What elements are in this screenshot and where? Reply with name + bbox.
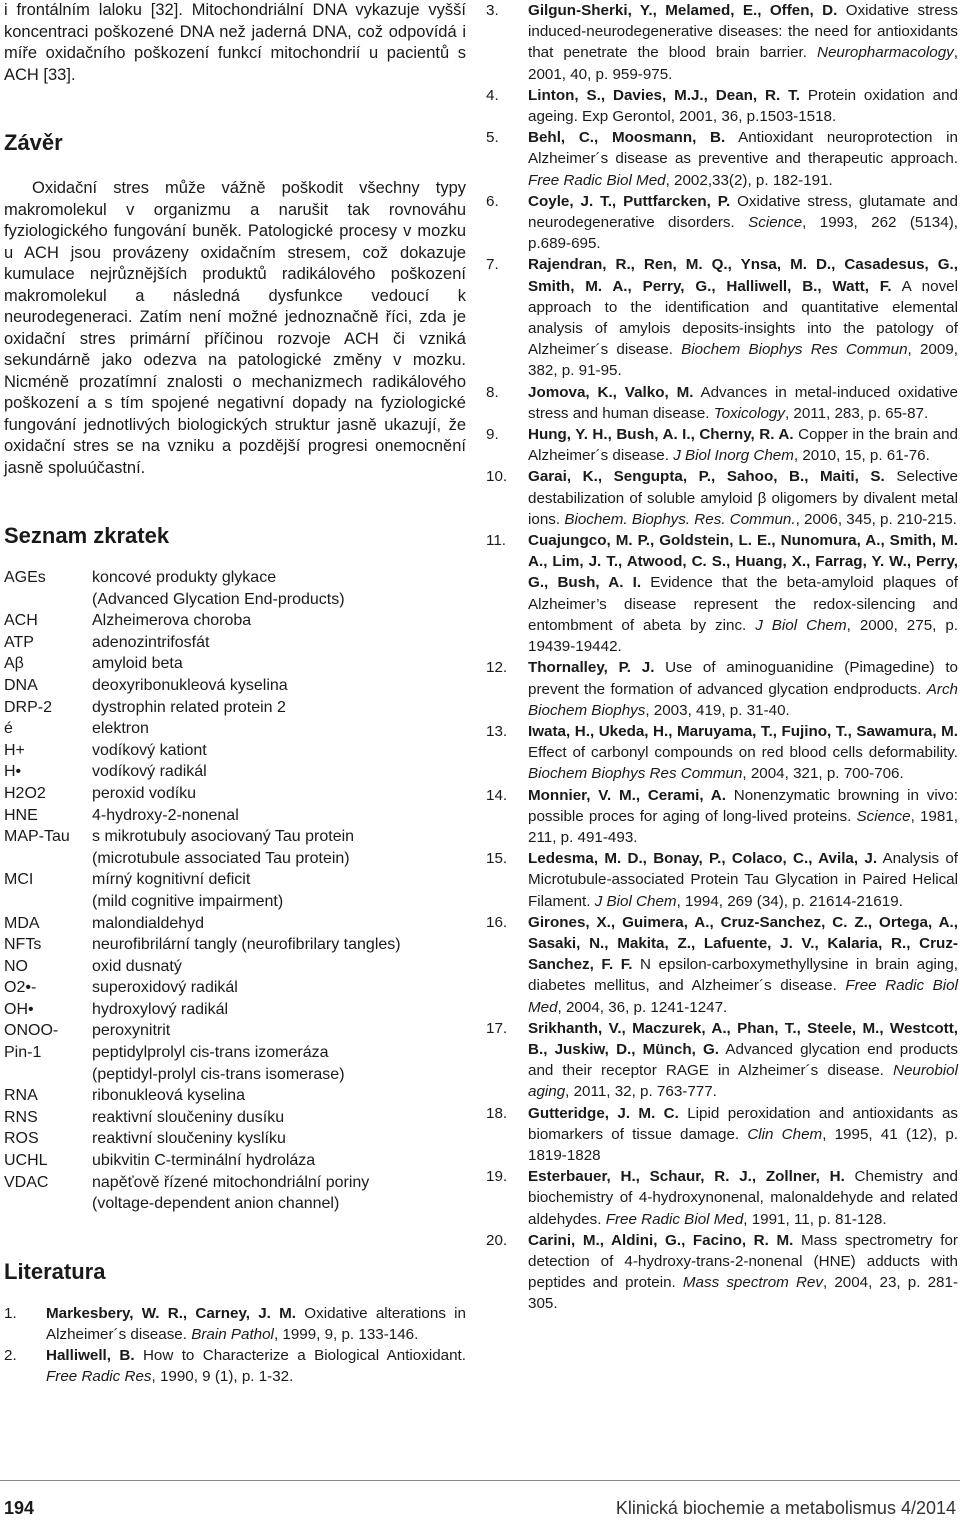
abbreviation-definition <box>92 740 401 762</box>
abbreviation-term: MCI <box>4 871 34 889</box>
reference-authors: Ledesma, M. D., Bonay, P., Colaco, C., Avila, J. <box>528 850 878 868</box>
definition-line: reaktivní sloučeniny kyslíku <box>92 1130 286 1148</box>
reference-item <box>486 254 958 381</box>
references-list-left <box>4 1303 466 1388</box>
abbreviation-row <box>4 632 401 654</box>
reference-details: , 2003, 419, p. 31-40. <box>645 701 790 719</box>
reference-authors: Garai, K., Sengupta, P., Sahoo, B., Maiti, S. <box>528 468 885 486</box>
reference-authors: Girones, X., Guimera, A., Cruz-Sanchez, C. Z., Ortega, A., Sasaki, N., Makita, Z., Lafuente, J. V., Kalaria, R., Cruz-Sanchez, F. F. <box>528 913 958 974</box>
reference-title: Oxidative stress induced-neurodegenerative diseases: the need for antioxidants that penetrate the blood brain barrier. <box>528 2 958 62</box>
reference-number: 8. <box>486 383 499 401</box>
reference-details: , 2004, 321, p. 700-706. <box>742 765 904 783</box>
reference-authors: Monnier, V. M., Cerami, A. <box>528 786 726 804</box>
abbreviation-row <box>4 1150 401 1172</box>
reference-title: Chemistry and biochemistry of 4-hydroxynonenal, malonaldehyde and related aldehydes. <box>528 1168 958 1228</box>
definition-line-2: (peptidyl-prolyl cis-trans isomerase) <box>92 1065 345 1083</box>
literature-heading: Literatura <box>4 1258 106 1284</box>
abbreviation-row <box>4 956 401 978</box>
abbreviation-term: MAP-Tau <box>4 828 70 846</box>
reference-title: Lipid peroxidation and antioxidants as biomarkers of tissue damage. <box>528 1104 958 1143</box>
abbreviation-row <box>4 1085 401 1107</box>
reference-authors: Rajendran, R., Ren, M. Q., Ynsa, M. D., Casadesus, G., Smith, M. A., Perry, G., Halliwell, B., Watt, F. <box>528 256 958 295</box>
abbreviation-row <box>4 783 401 805</box>
abbreviation-definition <box>92 632 401 654</box>
reference-details: , 1993, 262 (5134), p.689-695. <box>528 214 958 253</box>
reference-journal: Clin Chem <box>747 1125 823 1143</box>
reference-authors: Coyle, J. T., Puttfarcken, P. <box>528 192 731 210</box>
page-number: 194 <box>4 1498 35 1518</box>
abbreviation-row <box>4 805 401 827</box>
reference-journal: Brain Pathol <box>191 1326 274 1344</box>
reference-title: Effect of carbonyl compounds on red blood cells deformability. <box>528 744 958 762</box>
reference-authors: Srikhanth, V., Maczurek, A., Phan, T., Steele, M., Westcott, B., Juskiw, D., Münch, G. <box>528 1019 958 1058</box>
reference-authors: Esterbauer, H., Schaur, R. J., Zollner, H. <box>528 1168 845 1186</box>
reference-journal: Science <box>748 214 803 232</box>
reference-details: Exp Gerontol, 2001, 36, p.1503-1518. <box>582 108 837 126</box>
definition-line: napěťově řízené mitochondriální poriny <box>92 1173 370 1191</box>
reference-details: , 2011, 32, p. 763-777. <box>565 1083 717 1101</box>
abbreviation-definition <box>92 826 401 869</box>
reference-number: 4. <box>486 86 499 104</box>
reference-title: Copper in the brain and Alzheimer´s disease. <box>528 426 958 465</box>
reference-item <box>486 466 958 530</box>
reference-title: Selective destabilization of soluble amyloid β oligomers by divalent metal ions. <box>528 468 958 528</box>
abbreviation-definition <box>92 718 401 740</box>
abbreviation-term: NO <box>4 957 28 975</box>
reference-item <box>486 785 958 849</box>
definition-line-2: (voltage-dependent anion channel) <box>92 1195 340 1213</box>
abbreviation-term: AGEs <box>4 569 46 586</box>
abbreviation-row <box>4 718 401 740</box>
reference-number: 19. <box>486 1168 508 1186</box>
reference-item <box>486 191 958 255</box>
reference-journal: J Biol Inorg Chem <box>673 447 794 465</box>
reference-title: Advanced glycation end products and their receptor RAGE in Alzheimer´s disease. <box>528 1040 958 1080</box>
reference-title: Protein oxidation and ageing. <box>528 86 958 126</box>
abbreviation-term: RNA <box>4 1087 38 1105</box>
reference-item <box>486 657 958 721</box>
reference-item <box>486 1166 958 1230</box>
reference-title: Use of aminoguanidine (Pimagedine) to prevent the formation of advanced glycation endproducts. <box>528 659 958 698</box>
definition-line: deoxyribonukleová kyselina <box>92 676 288 694</box>
reference-journal: Biochem Biophys Res Commun <box>528 765 743 783</box>
reference-item <box>486 721 958 785</box>
abbreviation-definition <box>92 805 401 827</box>
abbreviation-term: ONOO- <box>4 1022 59 1040</box>
reference-number: 11. <box>486 532 506 550</box>
abbreviation-row <box>4 1042 401 1085</box>
definition-line: amyloid beta <box>92 655 183 673</box>
definition-line: mírný kognitivní deficit <box>92 871 251 889</box>
reference-authors: Markesbery, W. R., Carney, J. M. <box>46 1304 297 1322</box>
reference-journal: J Biol Chem <box>755 616 847 634</box>
abbreviation-row <box>4 761 401 783</box>
abbreviation-definition <box>92 1150 401 1172</box>
definition-line: Alzheimerova choroba <box>92 612 252 630</box>
reference-title: Oxidative alterations in Alzheimer´s disease. <box>46 1304 466 1344</box>
abbreviation-definition <box>92 1020 401 1042</box>
abbreviation-row <box>4 1107 401 1129</box>
definition-line: ubikvitin C-terminální hydroláza <box>92 1152 316 1170</box>
left-column <box>4 0 466 1388</box>
reference-details: , 2001, 40, p. 959-975. <box>528 44 958 83</box>
definition-line: peptidylprolyl cis-trans izomeráza <box>92 1044 329 1062</box>
reference-journal: Biochem. Biophys. Res. Commun. <box>564 510 796 528</box>
reference-item <box>486 85 958 127</box>
reference-item <box>4 1303 466 1345</box>
reference-title: Antioxidant neuroprotection in Alzheimer´s disease as preventive and therapeutic approach. <box>528 129 958 168</box>
reference-details: , 2000, 275, p. 19439-19442. <box>528 616 958 656</box>
conclusion-paragraph: Oxidační stres může vážně poškodit všechny typy makromolekul v organizmu a narušit tak rovnováhu fyziologického fungování buněk. Patologické procesy v mozku u ACH jsou provázeny oxidačním stresem, což dokazuje kumulace nejrůznějších produktů radikálového poškození makromolekul a následná dysfunkce vedoucí k neurodegeneraci. Zatím není možné jednoznačně říci, zda je oxidační stres primární příčinou rozvoje ACH či vzniká sekundárně jako odezva na patologické změny v mozku. Nicméně prozatímní znalosti o mechanizmech radikálového poškození a s tím spojené negativní dopady na fyziologické fungování jednotlivých biologických struktur jasně ukazují, že oxidační stres se na vzniku a pozdější progresi onemocnění jasně spoluúčastní. <box>4 179 466 477</box>
reference-title: Nonenzymatic browning in vivo: possible proces for aging of long-lived proteins. <box>528 786 958 825</box>
reference-journal: Arch Biochem Biophys <box>528 680 958 719</box>
reference-item <box>486 127 958 191</box>
reference-title: Analysis of Microtubule-associated Protein Tau Glycation in Paired Helical Filament. <box>528 850 958 910</box>
reference-title: Mass spectrometry for detection of 4-hydroxy-trans-2-nonenal (HNE) adducts with peptides and protein. <box>528 1231 958 1292</box>
reference-item <box>486 1230 958 1315</box>
reference-item <box>486 382 958 424</box>
abbreviation-definition <box>92 653 401 675</box>
reference-journal: Biochem Biophys Res Commun <box>681 341 908 359</box>
abbreviation-term: O2•- <box>4 979 37 997</box>
definition-line: hydroxylový radikál <box>92 1000 229 1018</box>
reference-details: , 2004, 23, p. 281-305. <box>528 1274 958 1313</box>
right-column <box>486 0 958 1315</box>
abbreviation-definition <box>92 869 401 912</box>
reference-number: 3. <box>486 2 499 19</box>
reference-journal: Neurobiol aging <box>528 1062 958 1101</box>
abbreviation-row <box>4 740 401 762</box>
definition-line: koncové produkty glykace <box>92 569 277 586</box>
abbreviation-definition <box>92 913 401 935</box>
reference-number: 2. <box>4 1347 17 1365</box>
abbreviation-term: H• <box>4 763 22 781</box>
definition-line: neurofibrilární tangly (neurofibrilary tangles) <box>92 936 401 954</box>
abbreviation-row <box>4 653 401 675</box>
abbreviation-term: HNE <box>4 806 38 824</box>
definition-line: peroxynitrit <box>92 1022 171 1040</box>
abbreviation-definition <box>92 977 401 999</box>
reference-authors: Halliwell, B. <box>46 1347 135 1365</box>
reference-title: How to Characterize a Biological Antioxidant. <box>134 1347 466 1365</box>
abbreviation-row <box>4 610 401 632</box>
reference-details: , 2010, 15, p. 61-76. <box>793 447 930 465</box>
reference-number: 15. <box>486 850 508 868</box>
reference-journal: Mass spectrom Rev <box>682 1274 823 1292</box>
reference-details: , 1994, 269 (34), p. 21614-21619. <box>676 892 903 910</box>
abbreviation-definition <box>92 697 401 719</box>
definition-line-2: (Advanced Glycation End-products) <box>92 590 345 608</box>
reference-number: 1. <box>4 1304 17 1322</box>
reference-details: , 2006, 345, p. 210-215. <box>795 510 957 528</box>
abbreviation-row <box>4 1172 401 1215</box>
reference-authors: Gilgun-Sherki, Y., Melamed, E., Offen, D. <box>528 2 838 19</box>
abbreviation-term: é <box>4 720 13 738</box>
definition-line: peroxid vodíku <box>92 784 197 802</box>
reference-details: , 1991, 11, p. 81-128. <box>743 1210 887 1228</box>
abbreviation-definition <box>92 934 401 956</box>
reference-authors: Hung, Y. H., Bush, A. I., Cherny, R. A. <box>528 426 794 444</box>
reference-number: 14. <box>486 786 508 804</box>
abbreviation-row <box>4 934 401 956</box>
abbreviation-term: UCHL <box>4 1152 48 1170</box>
abbreviation-row <box>4 567 401 610</box>
footer-rule <box>0 1480 960 1481</box>
abbreviation-definition <box>92 783 401 805</box>
reference-item <box>486 912 958 1018</box>
reference-journal: Free Radic Biol Med <box>605 1210 744 1228</box>
reference-number: 17. <box>486 1019 508 1037</box>
reference-number: 18. <box>486 1104 508 1122</box>
reference-journal: Free Radic Res <box>46 1368 152 1386</box>
abbreviation-row <box>4 697 401 719</box>
abbreviation-term: ROS <box>4 1130 39 1148</box>
abbreviation-row <box>4 999 401 1021</box>
reference-number: 20. <box>486 1231 508 1249</box>
abbreviation-term: H+ <box>4 741 25 759</box>
abbreviation-term: NFTs <box>4 936 42 954</box>
abbreviation-definition <box>92 1172 401 1215</box>
reference-journal: Science <box>856 807 911 825</box>
conclusion-heading: Závěr <box>4 130 63 155</box>
abbreviation-definition <box>92 567 401 610</box>
definition-line: ribonukleová kyselina <box>92 1087 245 1105</box>
abbreviation-definition <box>92 675 401 697</box>
reference-number: 12. <box>486 659 508 677</box>
reference-item <box>4 1345 466 1387</box>
abbreviation-term: H2O2 <box>4 784 46 802</box>
reference-number: 10. <box>486 468 508 486</box>
reference-item <box>486 530 958 657</box>
reference-journal: Free Radic Biol Med <box>528 171 666 189</box>
reference-authors: Linton, S., Davies, M.J., Dean, R. T. <box>528 86 800 104</box>
reference-title: A novel approach to the identification and quantitative elemental analysis of amylois deposits-insights into the patology of Alzheimer´s disease. <box>528 277 958 359</box>
reference-authors: Carini, M., Aldini, G., Facino, R. M. <box>528 1231 794 1249</box>
abbreviation-definition <box>92 761 401 783</box>
references-list-right <box>486 0 958 1315</box>
abbreviation-definition <box>92 1085 401 1107</box>
reference-authors: Iwata, H., Ukeda, H., Maruyama, T., Fujino, T., Sawamura, M. <box>528 722 958 740</box>
definition-line: malondialdehyd <box>92 914 205 932</box>
definition-line: vodíkový radikál <box>92 763 207 781</box>
reference-details: , 2004, 36, p. 1241-1247. <box>557 998 728 1016</box>
reference-authors: Cuajungco, M. P., Goldstein, L. E., Nunomura, A., Smith, M. A., Lim, J. T., Atwood, C. S., Huang, X., Farrag, Y. W., Perry, G., Bush, A. I. <box>528 532 958 592</box>
reference-number: 9. <box>486 426 499 444</box>
journal-name: Klinická biochemie a metabolismus 4/2014 <box>615 1498 956 1518</box>
abbreviation-row <box>4 1020 401 1042</box>
reference-journal: Neuropharmacology <box>817 44 954 62</box>
abbreviation-term: MDA <box>4 914 40 932</box>
reference-details: , 2009, 382, p. 91-95. <box>528 341 958 380</box>
abbreviation-definition <box>92 1042 401 1085</box>
definition-line: dystrophin related protein 2 <box>92 698 286 716</box>
abbreviation-row <box>4 913 401 935</box>
abbreviation-row <box>4 977 401 999</box>
reference-number: 6. <box>486 192 499 210</box>
abbreviations-heading: Seznam zkratek <box>4 523 170 548</box>
reference-authors: Behl, C., Moosmann, B. <box>528 129 726 147</box>
abbreviation-term: ACH <box>4 612 38 630</box>
definition-line-2: (microtubule associated Tau protein) <box>92 849 350 867</box>
abbreviation-definition <box>92 610 401 632</box>
abbreviation-definition <box>92 1107 401 1129</box>
abbreviation-term: Pin-1 <box>4 1044 42 1062</box>
reference-title: Oxidative stress, glutamate and neurodegenerative disorders. <box>528 192 958 232</box>
abbreviation-row <box>4 826 401 869</box>
abbreviation-term: ATP <box>4 633 34 651</box>
definition-line-2: (mild cognitive impairment) <box>92 892 284 910</box>
abbreviation-term: DRP-2 <box>4 698 53 716</box>
reference-details: , 1981, 211, p. 491-493. <box>528 807 958 846</box>
definition-line: elektron <box>92 720 149 738</box>
reference-number: 5. <box>486 129 499 147</box>
reference-title: Advances in metal-induced oxidative stress and human disease. <box>528 383 958 422</box>
reference-details: , 2002,33(2), p. 182-191. <box>665 171 833 189</box>
reference-item <box>486 424 958 466</box>
abbreviation-term: Aβ <box>4 655 24 673</box>
reference-item <box>486 848 958 912</box>
intro-paragraph: i frontálním laloku [32]. Mitochondriální DNA vykazuje vyšší koncentraci poškozené DNA než jaderná DNA, což odpovídá i míře oxidačního poškození funkcí mitochondrií u pacientů s ACH [33]. <box>4 1 466 84</box>
reference-journal: J Biol Chem <box>594 892 677 910</box>
abbreviation-row <box>4 675 401 697</box>
reference-number: 7. <box>486 256 499 274</box>
reference-item <box>486 1018 958 1103</box>
reference-details: , 1999, 9, p. 133-146. <box>273 1326 419 1344</box>
abbreviation-term: DNA <box>4 676 38 694</box>
abbreviation-term: RNS <box>4 1108 38 1126</box>
definition-line: 4-hydroxy-2-nonenal <box>92 806 239 824</box>
definition-line: s mikrotubuly asociovaný Tau protein <box>92 828 355 846</box>
reference-item <box>486 1103 958 1167</box>
definition-line: adenozintrifosfát <box>92 633 210 651</box>
abbreviation-definition <box>92 1128 401 1150</box>
abbreviation-term: VDAC <box>4 1173 49 1191</box>
abbreviations-table <box>4 567 401 1215</box>
definition-line: vodíkový kationt <box>92 741 207 759</box>
reference-item <box>486 0 958 85</box>
reference-title: N epsilon-carboxymethyllysine in brain aging, diabetes mellitus, and Alzheimer´s disease. <box>528 956 958 995</box>
abbreviation-definition <box>92 999 401 1021</box>
reference-authors: Gutteridge, J. M. C. <box>528 1104 679 1122</box>
abbreviation-row <box>4 869 401 912</box>
reference-details: , 1990, 9 (1), p. 1-32. <box>151 1368 294 1386</box>
abbreviation-row <box>4 1128 401 1150</box>
reference-number: 16. <box>486 913 508 931</box>
reference-journal: Toxicology <box>713 404 785 422</box>
reference-authors: Jomova, K., Valko, M. <box>528 383 694 401</box>
definition-line: oxid dusnatý <box>92 957 182 975</box>
reference-authors: Thornalley, P. J. <box>528 659 655 677</box>
definition-line: reaktivní sloučeniny dusíku <box>92 1108 285 1126</box>
abbreviation-term: OH• <box>4 1000 34 1018</box>
reference-journal: Free Radic Biol Med <box>528 977 958 1016</box>
definition-line: superoxidový radikál <box>92 979 238 997</box>
reference-title: Evidence that the beta-amyloid plaques of Alzheimer’s disease represent the redox-silencing and entombment of abeta by zinc. <box>528 574 958 634</box>
reference-number: 13. <box>486 722 508 740</box>
abbreviation-definition <box>92 956 401 978</box>
reference-details: , 2011, 283, p. 65-87. <box>784 404 929 422</box>
reference-details: , 1995, 41 (12), p. 1819-1828 <box>528 1125 958 1164</box>
